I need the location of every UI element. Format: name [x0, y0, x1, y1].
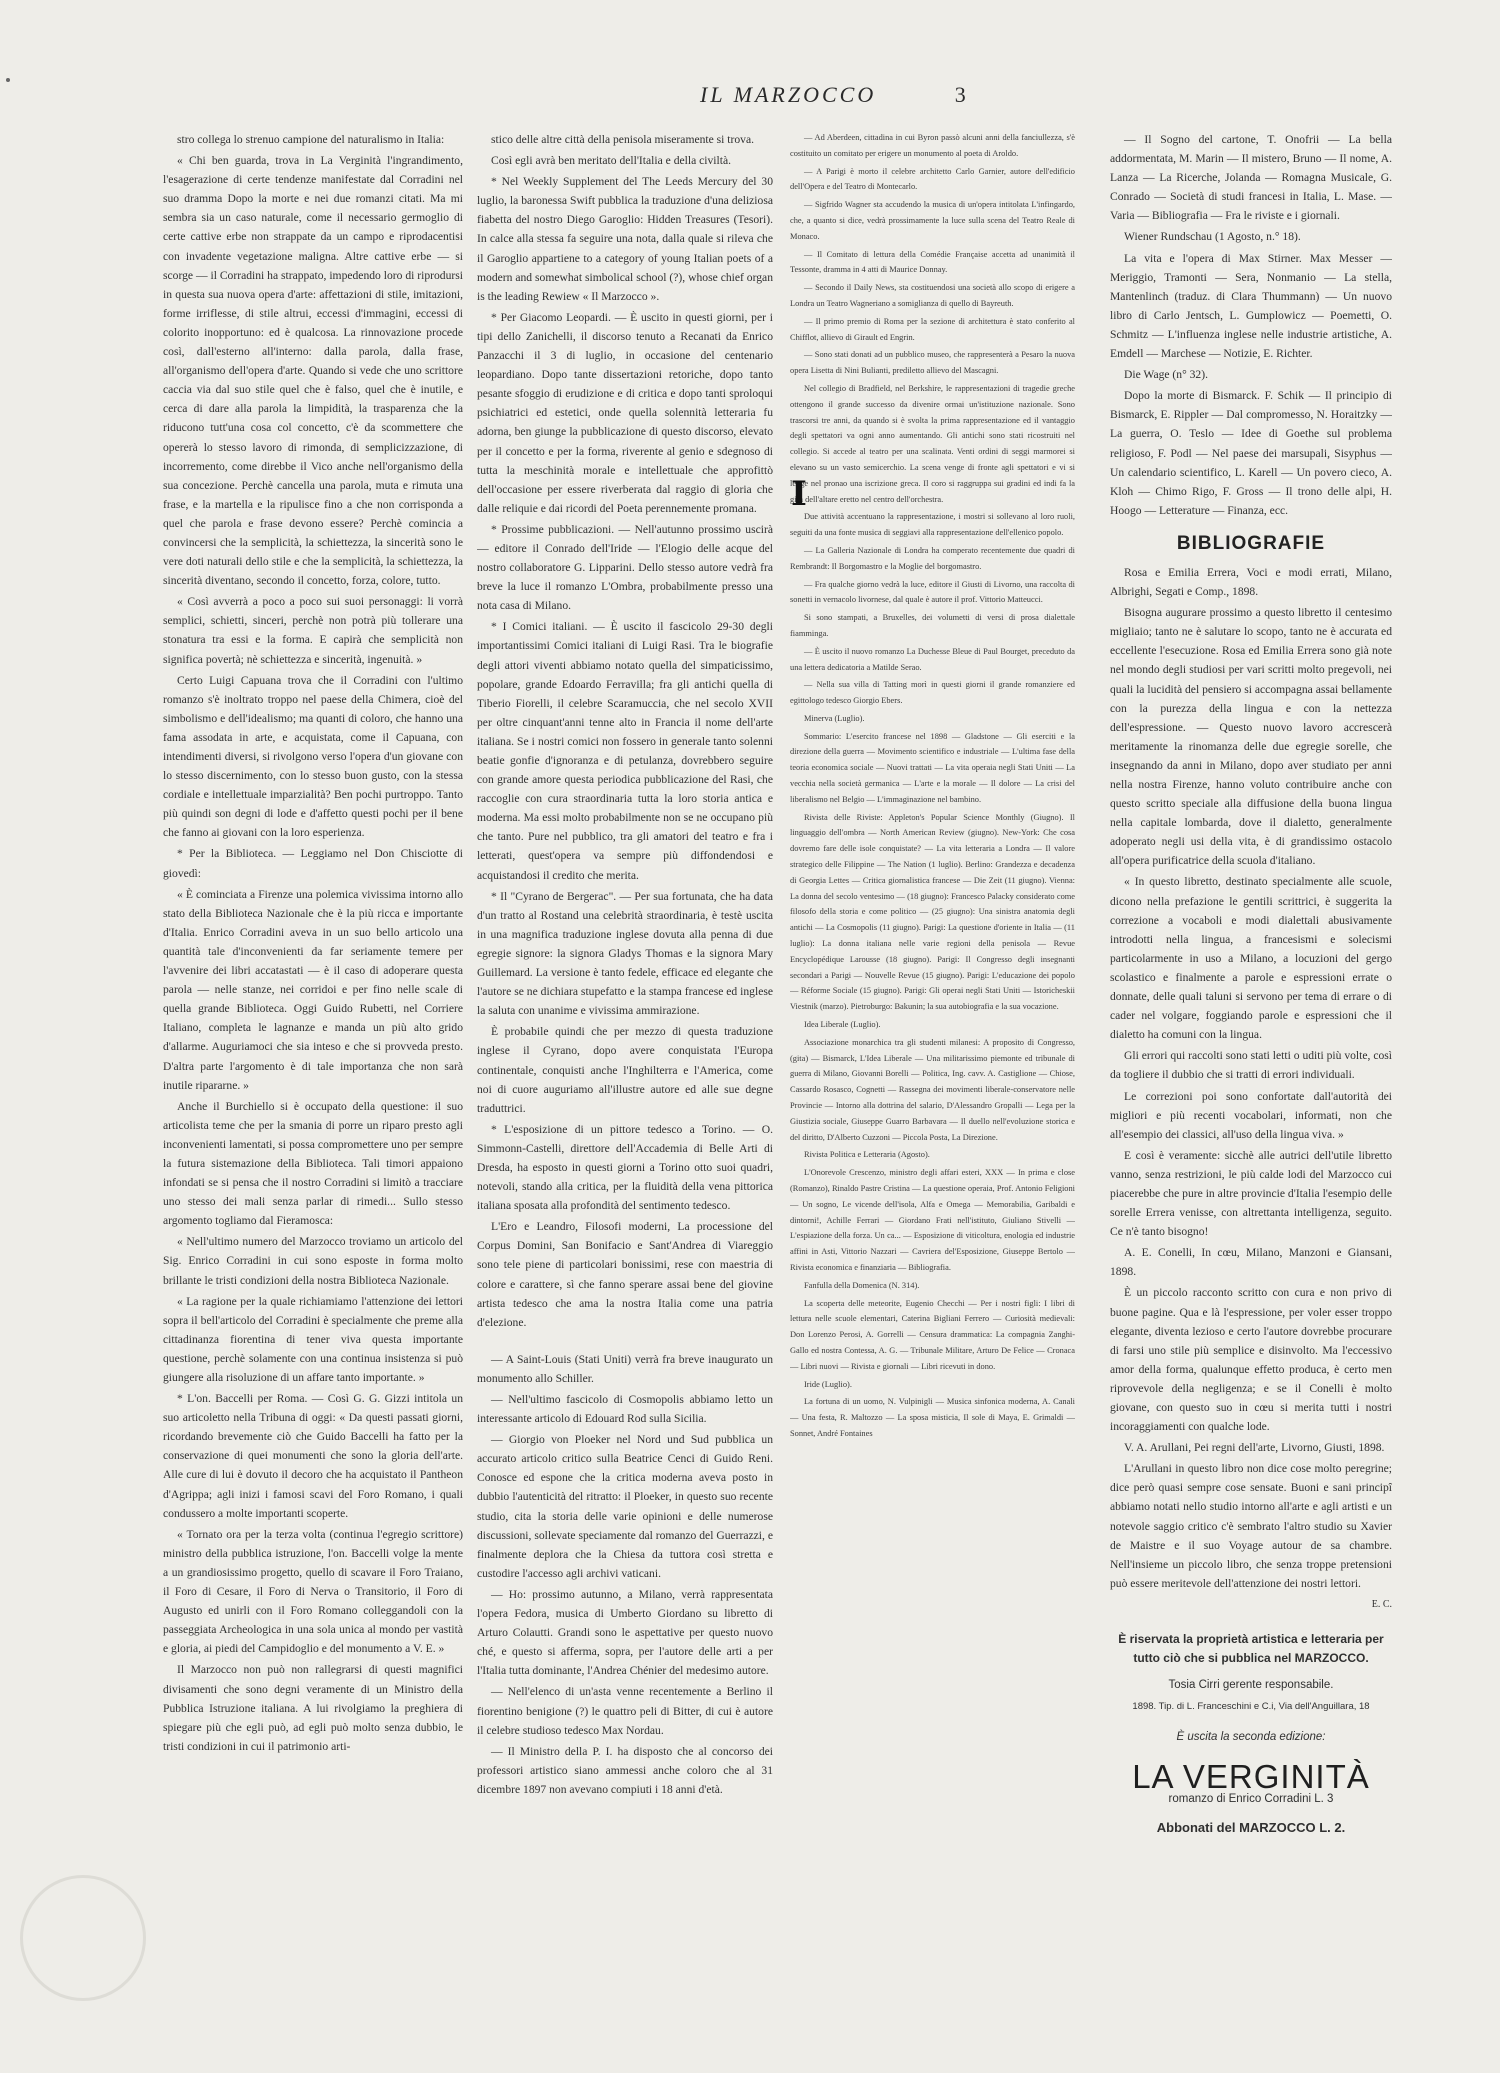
- bibliography-paragraph: E così è veramente: sicchè alle autrici dell'utile libretto vanno, senza restrizioni, le più calde lodi del Marzocco cui piacerebbe che pure in altre provincie d'Italia l'esempio delle sorelle Errera venisse, con altrettanta intelligenza, seguito. Ce n'è tanto bisogno!: [1110, 1148, 1392, 1239]
- news-brief: — A Parigi è morto il celebre architetto Carlo Garnier, autore dell'edificio dell'Opera e del Teatro di Montecarlo.: [790, 166, 1075, 192]
- column-4-periodicals: [1110, 130, 1392, 520]
- periodical-summary: Rivista delle Riviste: Appleton's Popular Science Monthly (Giugno). Il linguaggio dell'ombra — North American Review (giugno). New-York: Che cosa dovremo fare delle isole conquistate? — La vita letteraria a Londra — Il valore strategico delle Filippine — The Nation (1 luglio). Berlino: Grandezza e decadenza di Georgia Lettes — Critica giornalistica francese — Die Zeit (11 giugno). Vienna: La donna del secolo ventesimo — (18 giugno): Francesco Palacky considerato come filosofo della storia e come politico — (25 giugno): Una sinistra anatomia degli antichi — La Cosmopolis (11 giugno). Parigi: La questione d'oriente in Italia — (11 luglio): La donna italiana nelle varie regioni della penisola — Revue Encyclopédique Larousse (18 giugno). Parigi: Il Congresso degli insegnanti secondari a Parigi — Nouvelle Revue (15 giugno). Parigi: L'educazione dei popolo — Réforme Sociale (15 giugno). Parigi: Gli operai negli Stati Uniti — Istoricheskii Viestnik (marzo). Pietroburgo: Bakunin; la sua autobiografia e la sua vocazione.: [790, 812, 1075, 1012]
- column-3-news-briefs: [790, 130, 1075, 709]
- periodical-summary: Associazione monarchica tra gli studenti milanesi: A proposito di Congresso, (gita) — Bismarck, L'Idea Liberale — Una militarissimo piemonte ed tribunale di guerra di Milano, Giovanni Borelli — Politica, Ing. cavv. A. Castiglione — Chiose, Cassardo Rosasco, Cognetti — Rassegna dei movimenti liberale-conservatore nelle Provincie — Intorno alla dottrina del salario, D'Alessandro Gropalli — Lega per la Giustizia sociale, Giuseppe Guarro Barbavara — Il duello nell'evoluzione storica e del diritto, D'Alberto Cuzzoni — Piccola Posta, La Direzione.: [790, 1037, 1075, 1142]
- ad-subscriber-price: Abbonati del MARZOCCO L. 2.: [1156, 1819, 1346, 1835]
- article-paragraph: * Per Giacomo Leopardi. — È uscito in questi giorni, per i tipi dello Zanichelli, il discorso tenuto a Recanati da Enrico Panzacchi il 3 di luglio, in occasione del centenario leopardiano. Dopo tante dissertazioni retoriche, dopo tanto pesante sfoggio di erudizione e di critica e dopo tanti sproloqui psichiatrici ed estetici, onde quella solennità letteraria fu adorna, ben giunge la pubblicazione di questo discorso, elevato per il concetto e per la forma, riverente al genio e sdegnoso di tutta la meschinità morale e intellettuale che approfittò dell'occasione per essere riverberata dal raggio di gloria che dalle reliquie e dai ricordi del Poeta perennemente promana.: [477, 310, 773, 515]
- periodical-summary: Die Wage (n° 32).: [1124, 368, 1208, 382]
- bibliography-paragraph: L'Arullani in questo libro non dice cose molto peregrine; dice però quasi sempre cose sensate. Buoni e sani principî abbiamo notati nello studio intorno all'arte e agli artisti e un notevole saggio critico c'è sembrato l'altro studio su Xavier de Maistre e il suo Voyage autour de sa chambre. Nell'insieme un piccolo libro, che senza troppe pretensioni può essere meritevole dell'attenzione dei nostri lettori.: [1110, 1462, 1392, 1590]
- article-paragraph: * I Comici italiani. — È uscito il fascicolo 29-30 degli importantissimi Comici italiani di Luigi Rasi. Tra le biografie degli attori viventi abbiamo notato quella del simpaticissimo, popolare, grande Edoardo Ferravilla; fra gli antichi quella di Tiberio Fiorelli, il celebre Scaramuccia, che nel secolo XVII per oltre cinquant'anni tenne alto in Francia il nome dell'arte italiana. Se i nostri comici non fossero in generale tanto solenni beatie gonfie d'ignoranza e di petulanza, dovrebbero seguire con grande amore questa periodica pubblicazione del Rasi, che raccoglie con cura straordinaria tutta la loro storia antica e moderna. Ma essi molto probabilmente non se ne occupano più che tanto. Pure nel pubblico, tra gli amatori del teatro e fra i letterati, quest'opera va sempre più diffondendosi e acquistandosi il credito che merita.: [477, 620, 773, 882]
- news-brief: — Nell'ultimo fascicolo di Cosmopolis abbiamo letto un interessante articolo di Edouard Rod sulla Sicilia.: [477, 1393, 773, 1426]
- bibliography-paragraph: « In questo libretto, destinato specialmente alle scuole, dicono nella prefazione le gentili scrittrici, è suggerita la correzione a vocaboli e modi dialettali abusivamente introdotti nella lingua, a francesismi e solecismi particolarmente in uso a Milano, a locuzioni del gergo scolastico e finalmente a parole e espressioni errate o donnate, delle quali taluni si servono per tema di errare o di cader nel volgare, foggiando parole e espressioni che il dialetto ha comuni con la lingua.: [1110, 875, 1392, 1042]
- periodical-summary: L'Onorevole Crescenzo, ministro degli affari esteri, XXX — In prima e close (Romanzo), Rinaldo Pastre Cristina — La questione operaia, Prof. Antonio Feligioni — Un sogno, Le vicende dell'isola, Alfa e Omega — Memorabilia, Garibaldi e dintorni!, Achille Ferrari — Giordano Frati nell'istituto, Giuliano Stivelli — L'espiazione della forza. Un ca... — Esposizione di viticoltura, enologia ed industrie affini in Asti, Vittorio Nazzari — Cavriera del'Esposizione, Giuseppe Bertolo — Rivista economica e finanziaria — Bibliografia.: [790, 1168, 1075, 1272]
- column-1: [163, 130, 463, 2050]
- article-paragraph: * Prossime pubblicazioni. — Nell'autunno prossimo uscirà — editore il Conrado dell'Iride — l'Elogio delle acque del nostro collaboratore G. Lipparini. Dello stesso autore vedrà fra breve la luce il romanzo L'Ombra, probabilmente presso una nota casa di Milano.: [477, 522, 773, 613]
- bibliography-paragraph: V. A. Arullani, Pei regni dell'arte, Livorno, Giusti, 1898.: [1124, 1441, 1385, 1455]
- news-brief: — Sono stati donati ad un pubblico museo, che rappresenterà a Pesaro la nuova opera Lisetta di Nini Bulianti, prediletto allievo del Mascagni.: [790, 350, 1075, 376]
- library-stamp: [20, 1875, 146, 2001]
- news-brief: — Ho: prossimo autunno, a Milano, verrà rappresentata l'opera Fedora, musica di Umberto Giordano su libretto di Arturo Colautti. Grandi sono le aspettative per questo nuovo ché, e questo si afferma, sopra, per l'autore delle arti a per l'Italia tutta dominante, l'Andrea Chénier del medesimo autore.: [477, 1587, 773, 1678]
- article-paragraph: * Per la Biblioteca. — Leggiamo nel Don Chisciotte di giovedì:: [163, 847, 463, 880]
- manager-line: Tosia Cirri gerente responsabile.: [1168, 1679, 1334, 1692]
- news-brief: — Nell'elenco di un'asta venne recentemente a Berlino il fiorentino benigione (?) le quattro peli di Bitter, di cui è autore il celebre studioso tedesco Max Nordau.: [477, 1685, 773, 1737]
- periodical-summary: La fortuna di un uomo, N. Vulpinigli — Musica sinfonica moderna, A. Canali — Una festa, R. Maltozzo — La sposa misticia, Il sole di Maya, E. Grimaldi — Sonnet, André Fontaines: [790, 1397, 1075, 1438]
- news-brief: — Ad Aberdeen, cittadina in cui Byron passò alcuni anni della fanciullezza, s'è costituito un comitato per erigere un monumento al poeta di Aroldo.: [790, 133, 1075, 158]
- news-brief: — Secondo il Daily News, sta costituendosi una società allo scopo di erigere a Londra un Teatro Wagneriano a somiglianza di quello di Bayreuth.: [790, 283, 1075, 308]
- periodical-summary: Rivista Politica e Letteraria (Agosto).: [804, 1150, 930, 1160]
- drop-cap-mark: I: [791, 474, 807, 514]
- article-paragraph: Il Marzocco non può non rallegrarsi di questi magnifici divisamenti che sono degni veramente di un Ministro della Pubblica Istruzione italiana. A lui rivolgiamo la preghiera di spiegare più che egli può, ad egli può molto senza dubbio, le tristi condizioni in cui il patrimonio arti-: [163, 1663, 463, 1753]
- periodical-summary: Sommario: L'esercito francese nel 1898 — Gladstone — Gli eserciti e la direzione della guerra — Movimento scientifico e industriale — L'ultima fase della teoria economica sociale — Nuovi trattati — La vita operaia negli Stati Uniti — La vecchia nella società germanica — L'arte e la morale — Il dolore — La crisi del liberalismo nel Belgio — L'immaginazione nel bambino.: [790, 731, 1075, 804]
- rights-reserved-notice: È riservata la proprietà artistica e letteraria per tutto ciò che si pubblica nel MARZOCCO.: [1118, 1632, 1384, 1666]
- periodical-summary: — Il Sogno del cartone, T. Onofrii — La bella addormentata, M. Marin — Il mistero, Bruno — Il nome, A. Lanza — La Ricerche, Jolanda — Romagna Musicale, G. Conrado — Società di studi francesi in Italia, L. Mase. — Varia — Bibliografia — Fra le riviste e i giornali.: [1110, 133, 1392, 223]
- news-brief: — Sigfrido Wagner sta accudendo la musica di un'opera intitolata L'infingardo, che, a quanto si dice, vedrà prossimamente la luce sulla scena del Teatro Reale di Monaco.: [790, 200, 1075, 241]
- column-2-news-briefs: [477, 1350, 773, 1799]
- article-paragraph: * Il "Cyrano de Bergerac". — Per sua fortunata, che ha data d'un tratto al Rostand una celebrità straordinaria, è testè uscita in una magnifica traduzione inglese dovuta alla penna di due egregie signore: la signora Gladys Thomas e la signora Mary Guillemard. La versione è tanto fedele, efficace ed elegante che l'autore se ne dichiara stupefatto e la stampa francese ed inglese la saluta con unanime e vivissima ammirazione.: [477, 889, 773, 1018]
- periodical-summary: La vita e l'opera di Max Stirner. Max Messer — Meriggio, Tramonti — Sera, Nonmanio — La stella, Mantenlinch (traduz. di Clara Thummann) — Un nuovo libro di Carlo Jentsch, L. Gumplowicz — Poemetti, O. Schmitz — L'influenza inglese nelle industrie artistiche, A. Emdell — Marchese — Notizie, E. Richter.: [1110, 251, 1392, 361]
- news-brief: — Il Comitato di lettura della Comédie Française accetta ad unanimità il Tessonte, dramma in 4 atti di Maurice Donnay.: [790, 249, 1075, 275]
- periodical-summary: Idea Liberale (Luglio).: [804, 1020, 881, 1030]
- article-paragraph: « È cominciata a Firenze una polemica vivissima intorno allo stato della Biblioteca Nazionale che è la più ricca e importante d'Italia. Enrico Corradini aveva in un suo bello articolo una quantità tale d'inconvenienti da far seriamente temere per l'avvenire dei libri accatastati — è il caso di adoperare questa parola — nelle stanze, nei corridoi e per fino nelle scale di quella grande Biblioteca. Oggi Guido Rubetti, nel Corriere Italiano, completa le lagnanze e manda un più alto grido d'allarme. Auguriamoci che sia inteso e che si provveda presto. D'altra parte l'argomento è di tale importanza che non sarà inutile ripararne. »: [163, 887, 463, 1092]
- news-brief: Nel collegio di Bradfield, nel Berkshire, le rappresentazioni di tragedie greche ottengono il grande successo da divenire ormai un'istituzione nazionale. Sono trascorsi tre anni, da quando si è svolta la prima rappresentazione ed il vantaggio degli spettatori va ogni anno aumentando. Gli antichi sono stati ricostruiti nel collegio. Si accede al teatro per una scalinata. Venti ordini di seggi marmorei si elevano su un vasto semicerchio. La scena venge di fronte agli spettatori e vi si legge nel pronao una iscrizione greca. Il coro si raggruppa sui gradini ed indi fa la gira dell'altare eretto nel centro dell'orchestra.: [790, 383, 1075, 504]
- ad-book-price: romanzo di Enrico Corradini L. 3: [1168, 1793, 1334, 1806]
- article-paragraph: * Nel Weekly Supplement del The Leeds Mercury del 30 luglio, la baronessa Swift pubblica la traduzione d'una deliziosa fiabetta del nostro Diego Garoglio: Hidden Treasures (Tesori). In calce alla stessa fa seguire una nota, dalla quale si rileva che il Garoglio appartiene to a category of young Italian poets of a modern and somewhat simbolical school (?), whose chief organ is the leading Rewiew « Il Marzocco ».: [477, 175, 773, 303]
- bibliography-paragraph: Rosa e Emilia Errera, Voci e modi errati, Milano, Albrighi, Segati e Comp., 1898.: [1110, 565, 1392, 599]
- news-brief: — Il Ministro della P. I. ha disposto che al concorso dei professori artistico siano ammessi anche coloro che al 31 dicembre 1897 non avevano compiuti i 18 anni d'età.: [477, 1744, 773, 1796]
- article-paragraph: Così egli avrà ben meritato dell'Italia e della civiltà.: [491, 154, 731, 168]
- periodical-summary: La scoperta delle meteorite, Eugenio Checchi — Per i nostri figli: I libri di lettura nelle scuole elementari, Caterina Bigliani Ferrero — Curiosità medievali: Don Lorenzo Perosi, A. Gorrelli — Censura drammatica: La compagnia Zanghi-Gallo ed nostra Contessa, A. G. — Tribunale Militare, Arturo De Felice — Cronaca — Libri nuovi — Rivista e giornali — Libri ricevuti in dono.: [790, 1298, 1075, 1371]
- news-brief: — Nella sua villa di Tatting morì in questi giorni il grande romanziere ed egittologo tedesco Giorgio Ebers.: [790, 680, 1075, 706]
- ad-intro: È uscita la seconda edizione:: [1176, 1731, 1326, 1744]
- news-brief: — La Galleria Nazionale di Londra ha comperato recentemente due quadri di Rembrandt: Il Borgomastro e la Moglie del borgomastro.: [790, 545, 1075, 571]
- bibliography-entries: [1110, 563, 1392, 1593]
- periodical-summary: Minerva (Luglio).: [804, 713, 865, 723]
- article-paragraph: « La ragione per la quale richiamiamo l'attenzione dei lettori sopra il bell'articolo del Corradini è specialmente che preme alla cittadinanza fiorentina di tener viva questa importante questione, perchè solamente con una continua insistenza si può giungere alla risoluzione di un affare tanto importante. »: [163, 1294, 463, 1384]
- bibliography-signature: E. C.: [1371, 1598, 1392, 1610]
- article-paragraph: stico delle altre città della penisola miseramente si trova.: [491, 133, 755, 146]
- page-header: [700, 82, 1020, 108]
- column-3: [790, 130, 1075, 2050]
- article-paragraph: stro collega lo strenuo campione del naturalismo in Italia:: [177, 133, 445, 146]
- news-brief: — A Saint-Louis (Stati Uniti) verrà fra breve inaugurato un monumento allo Schiller.: [477, 1352, 773, 1385]
- article-paragraph: È probabile quindi che per mezzo di questa traduzione inglese il Cyrano, dopo avere conquistata l'Europa continentale, conquisti anche l'Inghilterra e l'America, come noi di cuore auguriamo all'illustre autore ed alle sue degne traduttrici.: [477, 1025, 773, 1115]
- article-paragraph: « Nell'ultimo numero del Marzocco troviamo un articolo del Sig. Enrico Corradini in cui sono esposte in forma molto brillante le tristi condizioni della nostra Biblioteca Nazionale.: [163, 1235, 463, 1287]
- column-3-periodicals: [790, 711, 1075, 1442]
- article-paragraph: « Tornato ora per la terza volta (continua l'egregio scrittore) ministro della pubblica istruzione, l'on. Baccelli volge la mente a un grandiosissimo progetto, quello di scavare il Foro Traiano, il Foro di Cesare, il Foro di Nerva o Transitorio, il Foro di Augusto ed unirli con il Foro Romano colleggandoli con la passeggiata Archeologica in una sola unica al mondo per vastità e gloria, ai piedi del Campidoglio e del monumento a V. E. »: [163, 1527, 463, 1656]
- bibliography-paragraph: Bisogna augurare prossimo a questo libretto il centesimo migliaio; tanto ne è salutare lo scopo, tanto ne è accurata ed eccellente l'esecuzione. Rosa ed Emilia Errera sono già note nel mondo degli studiosi per vari scritti molto pregevoli, nei quali la lucidità del pensiero si accompagna assai bellamente con la purezza della lingua e con la nettezza dell'espressione. — Questo nuovo lavoro accrescerà meritamente la rinomanza delle due egregie sorelle, che insegnando da anni in Milano, dopo aver studiato per anni nella nostra Firenze, hanno voluto contribuire anche con questo scritto speciale alla diffusione della buona lingua nella capitale lombarda, dove il dialetto, generalmente adoperato negli usi della vita, è di grandissimo ostacolo all'opera purificatrice della scuola d'italiano.: [1110, 606, 1392, 868]
- article-paragraph: « Chi ben guarda, trova in La Verginità l'ingrandimento, l'esagerazione di certe tendenze manifestate dal Corradini nel suo dramma Dopo la morte e nei due romanzi citati. Ma mi sembra sia un caso naturale, come il necessario germoglio di certe cattive erbe non strappate da un campo e riprodacentisi con invadente vegetazione maligna. Altre cattive erbe — si scorge — il Corradini ha strappato, impedendo loro di riprodursi in questa sua nuova opera d'arte: affettazioni di stile, imitazioni, forme irriflesse, di stile altrui, eccessi d'immagini, eccessi di colorito inopportuno: ed è qualcosa. La rinnovazione procede così, dall'esterno all'interno: dalla parola, dalla frase, all'organismo dell'opera d'arte. Quando si vede che uno scrittore caccia via dal suo stile quel che è falso, quel che è inutile, e cerca di dare alla parola la limpidità, la trasparenza che la riducono tutt'una cosa col concetto, c'è da scommettere che opererà lo stesso lavoro di rimonda, di semplicizzazione, di incorremento, come direbbe il Vico anche nell'organismo della sua concezione. Perchè cancella una parola, muta e rimuta una frase, e la martella e la ripulisce fino a che non corrisponda a quel che parola e frase devono essere? Perchè comincia a convincersi che la semplicità, la schiettezza, la sincerità sono le vere doti naturali dello stile e che la semplicità, la schiettezza, la sincerità diventano, secondo il concetto, forza, colore, tutto.: [163, 154, 463, 588]
- print-speck: [6, 78, 10, 82]
- bibliography-paragraph: È un piccolo racconto scritto con cura e non privo di buone pagine. Qua e là l'espressione, per voler esser troppo elegante, diventa lezioso e certo l'autore dovrebbe procurare di farsi uno stile più semplice e disinvolto. Ma l'eccessivo amor della forma, qualunque effetto produca, è certo men riprovevole della negligenza; e se il Conelli è molto giovane, con questo suo in cœu si merita tutti i nostri incoraggiamenti con qualche lode.: [1110, 1286, 1392, 1434]
- article-paragraph: Anche il Burchiello si è occupato della questione: il suo articolista teme che per la smania di porre un riparo presto agli inconvenienti lamentati, si possa compromettere uno per sempre la futura sistemazione della Biblioteca. Tali timori appaiono infondati se si pensa che il nostro Corradini si limitò a tracciare uno stesso dei mali senza parlar di rimedi... Sullo stesso argomento togliamo dal Fieramosca:: [163, 1099, 463, 1228]
- ad-book-title: LA VERGINITÀ: [1132, 1758, 1370, 1796]
- article-paragraph: Certo Luigi Capuana trova che il Corradini con l'ultimo romanzo s'è inoltrato troppo nel paese della Chimera, cioè del simbolismo e dell'idealismo; ma quanti di coloro, che hanno una fama assodata in arte, e acquistata, come il Capuana, con intendimenti diversi, si rivolgono verso l'opera d'un giovane con lo stesso discernimento, con lo stesso buon gusto, con la stessa cordiale e intellettuale imparzialità? Ben pochi purtroppo. Tanto più quindi son degni di lode e d'affetto questi pochi per il bene che fanno ai giovani con la loro esperienza.: [163, 673, 463, 840]
- bibliography-paragraph: Le correzioni poi sono confortate dall'autorità dei migliori e più recenti vocabolari, informati, non che all'esempio dei classici, all'uso della lingua viva. »: [1110, 1089, 1392, 1141]
- news-brief: — Fra qualche giorno vedrà la luce, editore il Giusti di Livorno, una raccolta di sonetti in vernacolo livornese, dal quale è autore il prof. Vittorio Matteucci.: [790, 579, 1075, 605]
- news-brief: Si sono stampati, a Bruxelles, dei volumetti di versi di prosa dialettale fiamminga.: [790, 613, 1075, 638]
- article-paragraph: * L'esposizione di un pittore tedesco a Torino. — O. Simmonn-Castelli, direttore dell'Accademia di Belle Arti di Dresda, ha esposto in questi giorni a Torino otto suoi quadri, notevoli, stando alla critica, per la fluidità della vena pittorica italiana sposata alla profondità del sentimento tedesco.: [477, 1122, 773, 1213]
- column-2-articles: [477, 130, 773, 1332]
- periodical-summary: Dopo la morte di Bismarck. F. Schik — Il principio di Bismarck, E. Rippler — Dal compromesso, N. Horaitzky — La guerra, O. Teslo — Idee di Goethe sul problema religioso, F. Podl — Nel paese dei marsupali, Sisyphus — Un calendario scientifico, L. Karell — Un povero cieco, A. Kloh — Chimo Rigo, F. Gross — Il trono delle alpi, H. Hoogo — Letterature — Finanza, ecc.: [1110, 389, 1392, 517]
- news-brief: — Giorgio von Ploeker nel Nord und Sud pubblica un accurato articolo critico sulla Beatrice Cenci di Guido Reni. Conosce ed espone che la critica moderna aveva posto in dubbio l'autenticità del ritratto: il Ploeker, in questo suo recente studio, cita la storia delle varie opinioni e delle numerose discussioni, sollevate speciamente dal romanzo del Guerrazzi, e finalmente deplora che la Chiesa da tuttora così stretta e custodire l'accesso agli archivi vaticani.: [477, 1433, 773, 1580]
- news-brief: — Il primo premio di Roma per la sezione di architettura è stato conferito al Chifflot, allievo di Girault ed Engrin.: [790, 316, 1075, 342]
- article-paragraph: * L'on. Baccelli per Roma. — Così G. G. Gizzi intitola un suo articoletto nella Tribuna di oggi: « Da questi passati giorni, ricordando brevemente ciò che Guido Baccelli ha fatto per la conservazione di quei monumenti che sono la gloria dell'arte. Alle cure di lui è dovuto il decoro che ha acquistato il Pantheon d'Agrippa; agli inizi i famosi scavi del Foro Romano, i quali condussero a molte importanti scoperte.: [163, 1392, 463, 1520]
- news-brief: — È uscito il nuovo romanzo La Duchesse Bleue di Paul Bourget, preceduto da una lettera dedicatoria a Matilde Serao.: [790, 646, 1075, 672]
- printer-line: 1898. Tip. di L. Franceschini e C.i, Via dell'Anguillara, 18: [1132, 1701, 1370, 1713]
- article-paragraph: « Così avverrà a poco a poco sui suoi personaggi: li vorrà semplici, schietti, sinceri, perchè non potrà più tollerare una stonatura tra essi e la forma. E capirà che semplicità non significa povertà; nè schiettezza e sincerità, ingenuità. »: [163, 595, 463, 666]
- periodical-summary: Iride (Luglio).: [804, 1379, 852, 1389]
- column-2: [477, 130, 773, 2050]
- column-4: [1110, 130, 1392, 2050]
- news-brief: Due attività accentuano la rappresentazione, i mostri si sollevano al loro ruoli, seguiti da una fonte musica di seggiavi alla rappresentazione dell'ellenico popolo.: [790, 512, 1075, 538]
- newspaper-title: IL MARZOCCO: [700, 82, 877, 107]
- bibliography-paragraph: A. E. Conelli, In cœu, Milano, Manzoni e Giansani, 1898.: [1110, 1246, 1392, 1279]
- page-number: 3: [954, 82, 969, 107]
- periodical-summary: Wiener Rundschau (1 Agosto, n.° 18).: [1124, 230, 1301, 244]
- article-paragraph: L'Ero e Leandro, Filosofi moderni, La processione del Corpus Domini, San Bonifacio e Sant'Andrea di Viareggio sono tele piene di particolari bonissimi, rese con maestria di colore e carattere, sì che fanno sperare assai bene del giovine artista tedesco che ama la nostra Italia come una patria d'elezione.: [477, 1220, 773, 1329]
- bibliography-paragraph: Gli errori qui raccolti sono stati letti o uditi più volte, così da togliere il dubbio che si tratti di errori individuali.: [1110, 1049, 1392, 1082]
- periodical-summary: Fanfulla della Domenica (N. 314).: [804, 1280, 920, 1290]
- bibliography-title: BIBLIOGRAFIE: [1176, 532, 1326, 554]
